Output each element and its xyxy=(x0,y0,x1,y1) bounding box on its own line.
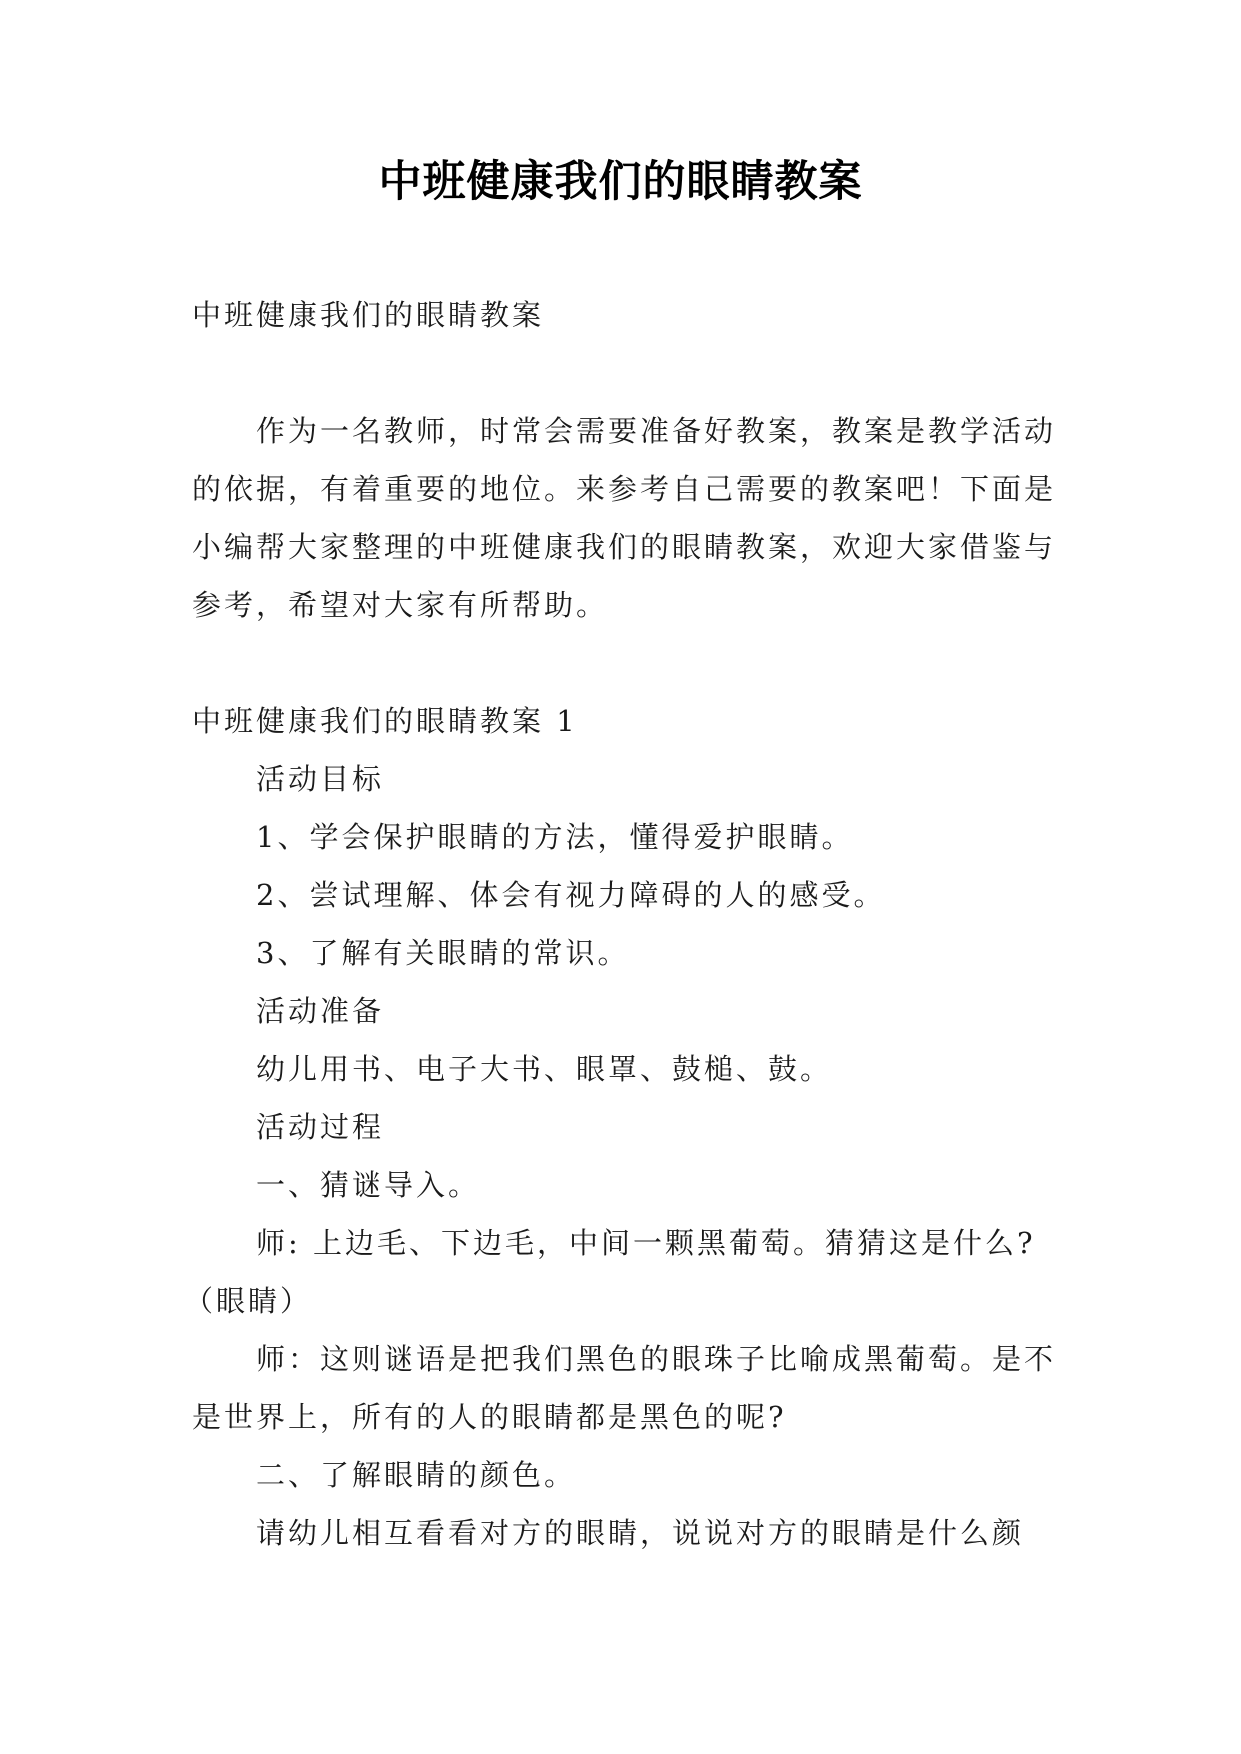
process-heading: 活动过程 xyxy=(256,1110,385,1144)
section-heading: 中班健康我们的眼睛教案 1 xyxy=(192,704,578,738)
goal-heading: 活动目标 xyxy=(256,762,385,796)
document-title: 中班健康我们的眼睛教案 xyxy=(378,157,863,207)
teacher-paragraph: 师：这则谜语是把我们黑色的眼珠子比喻成黑葡萄。是不是世界上，所有的人的眼睛都是黑色的呢? xyxy=(192,1342,1057,1434)
document-subtitle: 中班健康我们的眼睛教案 xyxy=(192,298,545,332)
intro-paragraph: 作为一名教师，时常会需要准备好教案，教案是教学活动的依据，有着重要的地位。来参考自己需要的教案吧！下面是小编帮大家整理的中班健康我们的眼睛教案，欢迎大家借鉴与参考，希望对大家有所帮助。 xyxy=(192,414,1057,622)
riddle-answer: （眼睛） xyxy=(184,1284,313,1318)
prep-heading: 活动准备 xyxy=(256,994,385,1028)
step-2-paragraph: 请幼儿相互看看对方的眼睛，说说对方的眼睛是什么颜 xyxy=(256,1516,1025,1550)
goal-item-2: 2、尝试理解、体会有视力障碍的人的感受。 xyxy=(256,878,886,912)
goal-item-1: 1、学会保护眼睛的方法，懂得爱护眼睛。 xyxy=(256,820,854,854)
riddle-paragraph: 师: 上边毛、下边毛，中间一颗黑葡萄。猜猜这是什么? xyxy=(256,1226,1036,1260)
step-2-heading: 二、了解眼睛的颜色。 xyxy=(256,1458,577,1492)
prep-items: 幼儿用书、电子大书、眼罩、鼓槌、鼓。 xyxy=(256,1052,833,1086)
document-body xyxy=(184,286,1057,1562)
goal-item-3: 3、了解有关眼睛的常识。 xyxy=(256,936,630,970)
step-1-heading: 一、猜谜导入。 xyxy=(256,1168,481,1202)
